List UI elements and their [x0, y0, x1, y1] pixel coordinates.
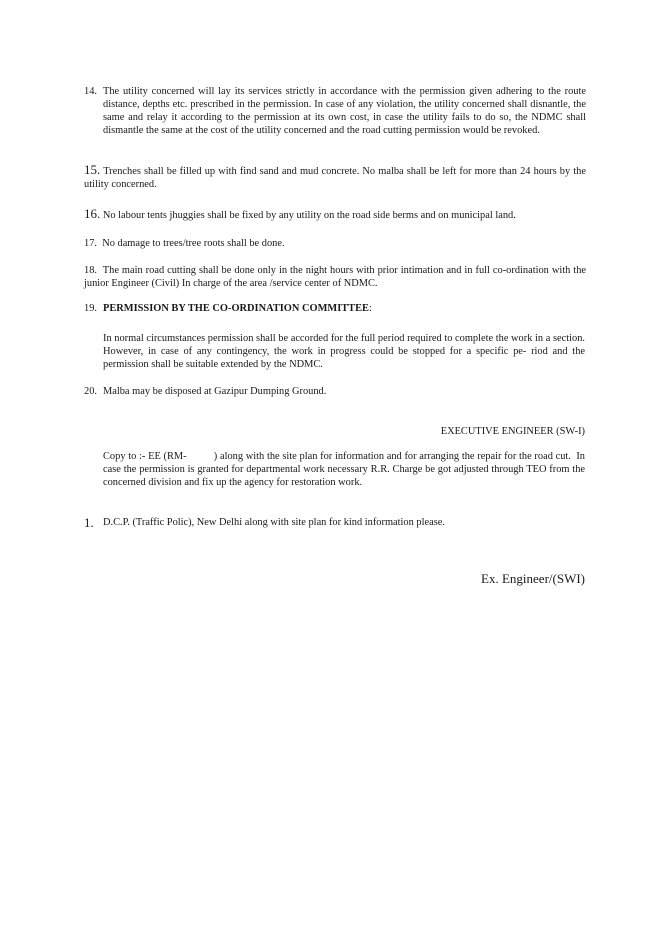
clause-number: 17. — [84, 238, 97, 249]
clause-20 — [84, 385, 586, 398]
clause-text: The utility concerned will lay its services strictly in accordance with the permission given adhering to the route distance, depths etc. prescribed in the permission. In case of any violation, the utility concerned shall disnantle, the same and relay it according to the permission at its own cost, in case the utility fails to do so, the NDMC shall dismantle the same at the cost of the utility concerned and the road cutting permission would be revoked. — [103, 86, 586, 136]
clause-19-paragraph: In normal circumstances permission shall be accorded for the full period required to complete the work in a section. However, in case of any contingency, the work in progress could be stopped for a specific pe- riod and the permission shall be suitable extended by the NDMC. — [103, 333, 585, 370]
clause-body — [84, 163, 586, 191]
clause-body — [84, 237, 586, 250]
list-text: D.C.P. (Traffic Polic), New Delhi along with site plan for kind information please. — [103, 517, 445, 528]
clause-body — [84, 207, 586, 222]
signature-ex-engineer: Ex. Engineer/(SWI) — [481, 571, 585, 586]
copy-to-paragraph: Copy to :- EE (RM- ) along with the site plan for information and for arranging the repair for the road cut. In case the permission is granted for departmental work necessary R.R. Charge be got adjusted through TEO from the concerned division and fix up the agency for restoration work. — [103, 451, 588, 488]
signature-executive-engineer: EXECUTIVE ENGINEER (SW-I) — [440, 426, 585, 437]
clause-text: No damage to trees/tree roots shall be done. — [102, 238, 285, 249]
clause-body — [84, 264, 586, 290]
copy-list-item-1 — [84, 516, 586, 529]
list-number: 1. — [84, 515, 94, 530]
clause-19 — [84, 302, 586, 315]
clause-text: Trenches shall be filled up with find sand and mud concrete. No malba shall be left for more than 24 hours by the utility concerned. — [84, 166, 586, 190]
clause-15 — [84, 163, 586, 191]
heading-colon: : — [368, 303, 372, 314]
clause-16 — [84, 207, 586, 222]
clause-17 — [84, 237, 586, 250]
clause-14 — [84, 85, 586, 137]
clause-number: 15. — [84, 162, 101, 177]
clause-18 — [84, 264, 586, 290]
clause-heading: PERMISSION BY THE CO-ORDINATION COMMITTEE — [103, 303, 369, 314]
clause-number: 20. — [84, 386, 97, 397]
clause-text: The main road cutting shall be done only in the night hours with prior intimation and in full co-ordination with the junior Engineer (Civil) In charge of the area /service center of NDMC. — [84, 265, 586, 289]
clause-heading-line — [103, 302, 586, 315]
clause-text: Malba may be disposed at Gazipur Dumping Ground. — [103, 386, 327, 397]
clause-number: 19. — [84, 303, 97, 314]
clause-number: 18. — [84, 265, 97, 276]
clause-number: 14. — [84, 86, 97, 97]
clause-number: 16. — [84, 206, 101, 221]
clause-text: No labour tents jhuggies shall be fixed by any utility on the road side berms and on municipal land. — [102, 210, 516, 221]
